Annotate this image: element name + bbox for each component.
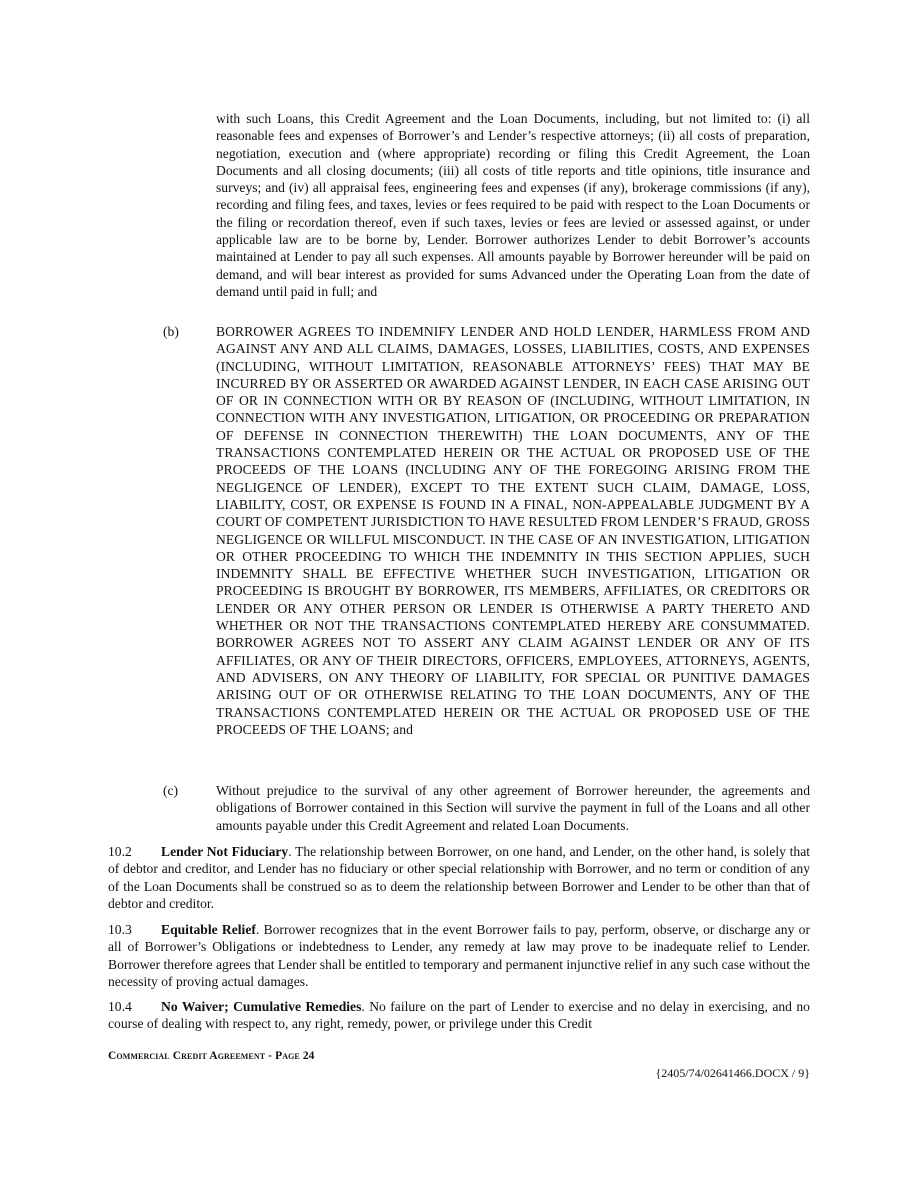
section-title: No Waiver; Cumulative Remedies xyxy=(161,999,362,1014)
section-10-4 xyxy=(108,998,810,1033)
section-title: Equitable Relief xyxy=(161,922,256,937)
section-number: 10.4 xyxy=(108,999,132,1014)
section-body: . Borrower recognizes that in the event Borrower fails to pay, perform, observe, or discharge any or all of Borrower’s Obligations or indebtedness to Lender, any remedy at law may prove to be inadequate relief to Lender. Borrower therefore agrees that Lender shall be entitled to temporary and permanent injunctive relief in any such case without the necessity of proving actual damages. xyxy=(108,922,810,989)
footer-doc-ref: {2405/74/02641466.DOCX / 9} xyxy=(655,1066,810,1080)
item-b-paragraph: BORROWER AGREES TO INDEMNIFY LENDER AND HOLD LENDER, HARMLESS FROM AND AGAINST ANY AND ALL CLAIMS, DAMAGES, LOSSES, LIABILITIES, COSTS, AND EXPENSES (INCLUDING, WITHOUT LIMITATION, REASONABLE ATTORNEYS’ FEES) THAT MAY BE INCURRED BY OR ASSERTED OR AWARDED AGAINST LENDER, IN EACH CASE ARISING OUT OF OR IN CONNECTION WITH OR BY REASON OF (INCLUDING, WITHOUT LIMITATION, IN CONNECTION WITH ANY INVESTIGATION, LITIGATION, OR PROCEEDING OR PREPARATION OF DEFENSE IN CONNECTION THEREWITH) THE LOAN DOCUMENTS, ANY OF THE TRANSACTIONS CONTEMPLATED HEREIN OR THE ACTUAL OR PROPOSED USE OF THE PROCEEDS OF THE LOANS (INCLUDING ANY OF THE FOREGOING ARISING FROM THE NEGLIGENCE OF LENDER), EXCEPT TO THE EXTENT SUCH CLAIM, DAMAGE, LOSS, LIABILITY, COST, OR EXPENSE IS FOUND IN A FINAL, NON-APPEALABLE JUDGMENT BY A COURT OF COMPETENT JURISDICTION TO HAVE RESULTED FROM LENDER’S FRAUD, GROSS NEGLIGENCE OR WILLFUL MISCONDUCT. IN THE CASE OF AN INVESTIGATION, LITIGATION OR OTHER PROCEEDING TO WHICH THE INDEMNITY IN THIS SECTION APPLIES, SUCH INDEMNITY SHALL BE EFFECTIVE WHETHER SUCH INVESTIGATION, LITIGATION OR PROCEEDING IS BROUGHT BY BORROWER, ITS MEMBERS, AFFILIATES, OR CREDITORS OR LENDER OR ANY OTHER PERSON OR LENDER IS OTHERWISE A PARTY THERETO AND WHETHER OR NOT THE TRANSACTIONS CONTEMPLATED HEREBY ARE CONSUMMATED. BORROWER AGREES NOT TO ASSERT ANY CLAIM AGAINST LENDER OR ANY OF ITS AFFILIATES, OR ANY OF THEIR DIRECTORS, OFFICERS, EMPLOYEES, ATTORNEYS, AGENTS, AND ADVISERS, ON ANY THEORY OF LIABILITY, FOR SPECIAL OR PUNITIVE DAMAGES ARISING OUT OF OR OTHERWISE RELATING TO THE LOAN DOCUMENTS, ANY OF THE TRANSACTIONS CONTEMPLATED HEREIN OR THE ACTUAL OR PROPOSED USE OF THE PROCEEDS OF THE LOANS; and xyxy=(216,324,810,737)
item-b-label: (b) xyxy=(163,324,179,339)
footer-title xyxy=(108,1050,315,1062)
footer-separator: - xyxy=(265,1050,276,1062)
section-number: 10.2 xyxy=(108,844,132,859)
section-title: Lender Not Fiduciary xyxy=(161,844,289,859)
section-10-2 xyxy=(108,843,810,912)
section-number: 10.3 xyxy=(108,922,132,937)
item-c-label: (c) xyxy=(163,783,179,798)
footer-doc-title: Commercial Credit Agreement xyxy=(108,1050,266,1062)
section-body: . The relationship between Borrower, on one hand, and Lender, on the other hand, is solely that of debtor and creditor, and Lender has no fiduciary or other special relationship with Borrower, and no term or condition of any of the Loan Documents shall be construed so as to deem the relationship between Borrower and Lender to be other than that of debtor and creditor. xyxy=(108,844,811,911)
item-c-paragraph: Without prejudice to the survival of any other agreement of Borrower hereunder, the agreements and obligations of Borrower contained in this Section will survive the payment in full of the Loans and all other amounts payable under this Credit Agreement and related Loan Documents. xyxy=(216,783,810,833)
footer-page-number: Page 24 xyxy=(275,1050,315,1062)
section-10-3 xyxy=(108,921,810,990)
continuation-paragraph: with such Loans, this Credit Agreement and the Loan Documents, including, but not limited to: (i) all reasonable fees and expenses of Borrower’s and Lender’s respective attorneys; (ii) all costs of preparation, negotiation, execution and (where appropriate) recording or filing this Credit Agreement, the Loan Documents and all closing documents; (iii) all costs of title reports and title opinions, title insurance and surveys; and (iv) all appraisal fees, engineering fees and expenses (if any), brokerage commissions (if any), recording and filing fees, and taxes, levies or fees required to be paid with respect to the Loan Documents or the filing or recordation thereof, even if such taxes, levies or fees are levied or assessed against, or under applicable law are to be borne by, Lender. Borrower authorizes Lender to debit Borrower’s accounts maintained at Lender to pay all such expenses. All amounts payable by Borrower hereunder will be paid on demand, and will bear interest as provided for sums Advanced under the Operating Loan from the date of demand until paid in full; and xyxy=(216,111,810,299)
section-body: . No failure on the part of Lender to exercise and no delay in exercising, and no course of dealing with respect to, any right, remedy, power, or privilege under this Credit xyxy=(108,999,810,1032)
